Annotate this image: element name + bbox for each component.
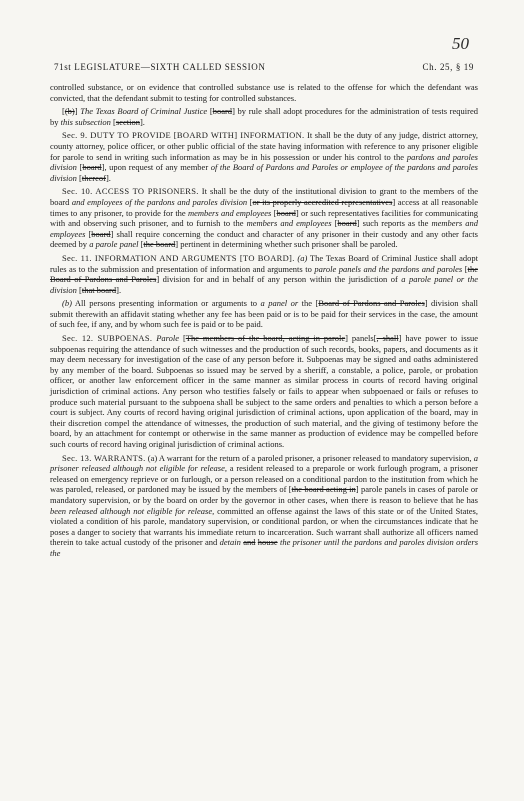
inserted-text: parole panels and the pardons and paroles: [314, 263, 463, 274]
text-run: a resident released to a preparole or work furlough program, a prisoner released on emergency reprieve or on furlough, or a person released on a conditional pardon to the institution from which he was paroled, released, or pardoned may be issued by the members of [: [50, 463, 478, 495]
text-run: ] access at all reasonable times to any prisoner, to provide for the: [50, 196, 478, 218]
inserted-text: Parole: [156, 333, 180, 344]
handwritten-page-number: 50: [452, 34, 469, 53]
text-run: [: [179, 333, 186, 344]
inserted-text: been released although not eligible for release,: [50, 505, 215, 516]
struck-text: board: [276, 207, 296, 218]
text-run: [: [247, 196, 253, 207]
text-run: [: [138, 239, 144, 250]
text-run: ].: [105, 172, 111, 183]
inserted-text: a parole panel: [89, 239, 139, 250]
paragraph-p0: [50, 82, 478, 103]
text-run: [: [207, 106, 213, 117]
paragraph-p1: [50, 106, 478, 127]
text-run: (a) A warrant for the return of a paroled prisoner, a prisoner released to mandatory supervision,: [145, 452, 474, 463]
text-run: It shall be the duty of any judge, district attorney, county attorney, police officer, or other public official of the state having information with reference to any prisoner eligible for parole to send in writing such information as may be in his possession or under his control to the: [50, 130, 478, 162]
text-run: ] panels[: [345, 333, 377, 344]
paragraph-p6: [50, 333, 478, 450]
running-head-chapter: Ch. 25, § 19: [422, 62, 474, 72]
struck-text: (b): [64, 106, 75, 117]
inserted-text: the prisoner until the pardons and paroles division orders the: [50, 537, 478, 558]
struck-text: the board acting in: [291, 484, 356, 495]
struck-text: Board of Pardons and Paroles: [318, 298, 425, 309]
text-run: Sec. 11. INFORMATION AND ARGUMENTS [TO BOARD].: [62, 252, 295, 263]
text-run: ] such reports as the: [356, 218, 432, 229]
struck-text: The members of the board, acting in parole: [185, 333, 346, 344]
struck-text: the Board of Pardons and Paroles: [50, 263, 478, 285]
text-run: ] division for and in behalf of any person within the jurisdiction of: [156, 274, 402, 285]
struck-text: house: [257, 537, 278, 548]
running-head-session: 71st LEGISLATURE—SIXTH CALLED SESSION: [54, 62, 266, 72]
inserted-text: this subsection: [60, 116, 111, 127]
text-run: ] pertinent in determining whether such prisoner shall be paroled.: [175, 239, 398, 250]
text-run: controlled substance, or on evidence that controlled substance use is related to the offense for which the defendant was convicted, that the defendant submit to testing for controlled substances.: [50, 82, 478, 103]
struck-text: board: [212, 106, 233, 117]
inserted-text: pardons and paroles division: [50, 151, 478, 173]
text-run: ] or such representatives facilities for communicating with and observing such prisoner, and to furnish to the: [50, 207, 478, 229]
text-run: ].: [116, 284, 122, 295]
struck-text: the board: [143, 239, 176, 250]
text-run: ]: [74, 106, 81, 117]
inserted-text: members and employees: [50, 218, 478, 239]
text-run: [: [462, 263, 468, 274]
inserted-text: a panel or: [260, 298, 299, 309]
text-run: the [: [298, 298, 319, 309]
text-run: ] parole panels in cases of parole or mandatory supervision, or by the board on order by the governor in other cases, when there is reason to believe that he has: [50, 484, 478, 505]
text-run: [: [271, 207, 277, 218]
text-run: All persons presenting information or arguments to: [71, 298, 261, 309]
inserted-text: members and employees: [187, 207, 272, 218]
text-run: [: [76, 172, 82, 183]
struck-text: board: [337, 218, 357, 229]
struck-text: that board: [81, 284, 117, 295]
struck-text: or its properly accredited representatives: [252, 196, 393, 207]
paragraph-p2: [50, 130, 478, 183]
struck-text: board: [82, 162, 102, 173]
paragraph-p7: [50, 453, 478, 559]
inserted-text: and employees of the pardons and paroles division: [71, 196, 248, 207]
text-run: ] have power to issue subpoenas requiring the attendance of such witnesses and the production of such records, books, papers, and documents as it may deem necessary for investigation of the case of any person before it. Subpoenas may be signed and oaths administered by any member of the board. Subpoenas so issued may be served by a sheriff, a constable, a police, parole, or probation officer, or another law enforcement officer in the same manner as similar process in courts of record having original jurisdiction of criminal actions. Any person who testifies falsely or fails to appear when subpoenaed or fails or refuses to produce such material pursuant to the subpoena shall be subject to the same orders and penalties to which a person before a court is subject. Any courts of record having original jurisdiction of criminal actions, upon application of the board, may in their discretion compel the attendance of witnesses, the production of such material, and the giving of testimony before the board, by an attachment for contempt or otherwise in the same manner as production of evidence may be compelled before such courts of record having original jurisdiction of criminal actions.: [50, 333, 478, 449]
text-run: [: [76, 162, 83, 173]
text-run: ], upon request of any member: [101, 162, 211, 173]
inserted-text: of the Board of Pardons and Paroles or employee of the pardons and paroles division: [50, 162, 478, 183]
struck-text: , shall: [376, 333, 399, 344]
text-run: The Texas Board of Criminal Justice shall adopt rules as to the submission and presentation of information and arguments to: [50, 252, 479, 274]
text-run: Sec. 12. SUBPOENAS.: [62, 333, 153, 344]
inserted-text: a prisoner released although not eligible for release,: [50, 452, 479, 474]
inserted-text: The Texas Board of Criminal Justice: [80, 106, 208, 117]
inserted-text: (b): [62, 298, 72, 309]
paragraph-p3: [50, 186, 478, 250]
struck-text: board: [91, 228, 111, 239]
struck-text: section: [115, 116, 140, 127]
paragraph-p4: [50, 253, 478, 295]
struck-text: thereof: [81, 172, 106, 183]
text-run: [: [110, 116, 116, 127]
paragraph-p5: [50, 298, 478, 330]
text-run: ] shall require concerning the conduct and character of any prisoner in their custody and any other facts deemed by: [50, 228, 478, 250]
text-run: [: [331, 218, 338, 229]
text-run: ] division shall submit therewith an affidavit stating whether any fee has been paid or is to be paid for their services in the case, the amount of such fee, if any, and by whom such fee is paid or to be paid.: [50, 298, 478, 330]
inserted-text: (a): [297, 252, 308, 263]
text-run: Sec. 10. ACCESS TO PRISONERS.: [62, 186, 199, 197]
text-run: ].: [139, 116, 145, 127]
text-run: [: [85, 228, 92, 239]
struck-text: and: [243, 537, 256, 548]
text-run: Sec. 9. DUTY TO PROVIDE [BOARD WITH] INFORMATION.: [62, 130, 305, 141]
text-run: [: [62, 106, 65, 117]
text-run: It shall be the duty of the institutional division to grant to the members of the board: [50, 186, 478, 207]
text-run: committed an offense against the laws of this state or of the United States, violated a condition of his parole, mandatory supervision, or conditional pardon, or when the circumstances indicate that he poses a danger to society that warrants his immediate return to incarceration. Such warrant shall authorize all officers named therein to take actual custody of the prisoner and: [50, 505, 478, 548]
text-run: ] by rule shall adopt procedures for the administration of tests required by: [50, 106, 478, 127]
body-text: [50, 82, 478, 562]
text-run: Sec. 13. WARRANTS.: [62, 452, 146, 463]
inserted-text: detain: [219, 537, 241, 548]
inserted-text: members and employees: [246, 218, 332, 229]
text-run: [: [76, 284, 82, 295]
inserted-text: a parole panel or the division: [50, 274, 478, 295]
